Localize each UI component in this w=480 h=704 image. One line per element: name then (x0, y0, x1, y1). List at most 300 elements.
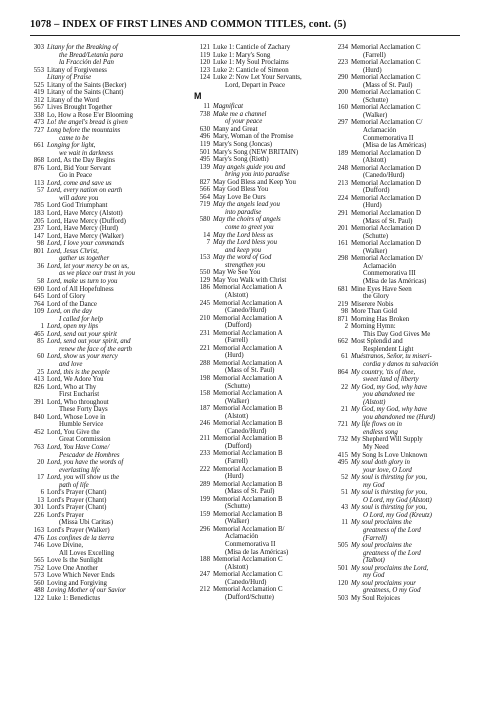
index-entry (194, 300, 332, 315)
index-entry (28, 218, 186, 226)
entry-title: Lord, send out your spirit, and (47, 338, 131, 346)
entry-continuation: (Alstott) (225, 563, 249, 571)
entry-title: My life flows on in (351, 421, 402, 429)
entry-title: My soul is thirsting for you, (351, 474, 428, 482)
index-entry (194, 284, 332, 299)
entry-title: Lord, open my lips (47, 323, 99, 331)
index-entry (28, 263, 186, 278)
entry-continuation: Pescador de Hombres (59, 451, 120, 459)
entry-title: Lord, you have the words of (47, 459, 124, 467)
entry-title: Memorial Acclamation C (351, 59, 421, 67)
entry-continuation: (Hurd) (363, 66, 382, 74)
hymn-number: 801 (33, 247, 44, 255)
index-entry (28, 369, 186, 377)
entry-title: May God Bless and Keep You (213, 178, 296, 186)
hymn-number: 415 (337, 451, 348, 459)
hymn-number: 60 (37, 353, 44, 361)
hymn-number: 13 (37, 496, 44, 504)
index-entry (332, 384, 462, 407)
entry-title: Lives Brought Together (47, 104, 113, 112)
index-entry (28, 104, 186, 112)
index-entry (332, 542, 462, 565)
hymn-number: 580 (199, 216, 210, 224)
entry-continuation: (Hurd) (225, 352, 244, 360)
entry-continuation: path of life (59, 481, 89, 489)
page-header (30, 19, 460, 33)
index-entry (28, 127, 186, 142)
hymn-number: 139 (199, 163, 210, 171)
header-rule (30, 35, 460, 36)
entry-continuation: Go in Peace (59, 172, 93, 180)
entry-continuation: (Dufford) (225, 322, 252, 330)
index-entry (332, 353, 462, 368)
hymn-number: 303 (33, 44, 44, 51)
index-entry (194, 201, 332, 216)
hymn-number: 189 (337, 149, 348, 157)
index-entry (194, 67, 332, 75)
index-entry (332, 565, 462, 580)
hymn-number: 630 (199, 125, 210, 133)
index-entry (332, 240, 462, 255)
hymn-number: 226 (33, 511, 44, 519)
entry-title: Lord, make us turn to you (47, 277, 118, 285)
hymn-number: 296 (199, 525, 210, 533)
index-entry (332, 150, 462, 165)
index-entry (28, 429, 186, 444)
index-entry (332, 308, 462, 316)
index-entry (28, 142, 186, 157)
hymn-number: 129 (199, 276, 210, 284)
entry-title: Many and Great (213, 125, 258, 133)
hymn-number: 301 (33, 504, 44, 512)
hymn-number: 338 (33, 111, 44, 119)
entry-continuation: (Schutte) (363, 232, 389, 240)
hymn-number: 732 (337, 436, 348, 444)
entry-title: May the Lord bless us (213, 231, 274, 239)
index-entry (332, 225, 462, 240)
entry-title: Memorial Acclamation D (351, 225, 421, 233)
index-entry (194, 375, 332, 390)
entry-continuation: O Lord, my God (Kreutz) (363, 511, 432, 519)
index-entry (194, 232, 332, 240)
index-entry (194, 496, 332, 511)
entry-continuation: strengthen you (225, 261, 266, 269)
hymn-number: 495 (337, 459, 348, 467)
hymn-number: 826 (33, 383, 44, 391)
entry-continuation: your love, O Lord (363, 466, 412, 474)
entry-title: My Soul Rejoices (351, 594, 401, 602)
hymn-number: 25 (37, 368, 44, 376)
hymn-number: 247 (199, 571, 210, 579)
entry-title: My God, my God, why have (351, 406, 428, 414)
hymn-number: 200 (337, 89, 348, 97)
hymn-number: 153 (199, 254, 210, 262)
hymn-number: 566 (199, 186, 210, 194)
index-entry (194, 164, 332, 179)
hymn-number: 210 (199, 314, 210, 322)
entry-continuation: (Schutte) (225, 503, 251, 511)
index-entry (28, 210, 186, 218)
hymn-number: 312 (33, 96, 44, 104)
entry-title: Loving and Forgiving (47, 579, 107, 587)
index-column-1 (28, 44, 186, 602)
hymn-number: 289 (199, 480, 210, 488)
hymn-number: 553 (33, 66, 44, 74)
entry-title: Lord, send out your spirit (47, 330, 117, 338)
entry-continuation: (Farrell) (225, 337, 248, 345)
entry-title: My soul proclaims the (351, 519, 412, 527)
entry-continuation: the Bread/Letanía para (59, 51, 123, 59)
entry-continuation: (Schutte) (363, 96, 389, 104)
entry-title: Memorial Acclamation B (213, 405, 283, 413)
index-entry (194, 586, 332, 601)
index-entry (194, 405, 332, 420)
entry-title: Lord, Have Mercy (Hurd) (47, 225, 119, 233)
index-entry (194, 556, 332, 571)
hymn-number: 248 (337, 164, 348, 172)
index-entry (332, 406, 462, 421)
hymn-number: 662 (337, 338, 348, 346)
entry-title: Morning Hymn: (351, 323, 396, 331)
entry-title: Luke 1: Mary's Song (213, 51, 271, 59)
index-entry (28, 225, 186, 233)
hymn-number: 7 (206, 239, 210, 247)
index-entry (194, 239, 332, 254)
entry-title: Memorial Acclamation A (213, 374, 283, 382)
entry-title: Lord, As the Day Begins (47, 157, 115, 165)
entry-title: Lord God Triumphant (47, 202, 108, 210)
entry-continuation: (Canedo/Hurd) (225, 427, 267, 435)
index-entry (28, 240, 186, 248)
index-entry (332, 119, 462, 149)
hymn-number: 237 (33, 225, 44, 233)
entry-title: Lord, Whose Love in (47, 413, 106, 421)
entry-continuation: greatness, O my God (363, 587, 421, 595)
entry-continuation: my God (363, 572, 385, 580)
entry-title: My Shepherd Will Supply (351, 436, 423, 444)
entry-title: Memorial Acclamation C (213, 556, 283, 564)
index-entry (194, 360, 332, 375)
index-entry (28, 44, 186, 67)
hymn-number: 764 (33, 300, 44, 308)
entry-title: Memorial Acclamation B (213, 450, 283, 458)
hymn-number: 573 (33, 572, 44, 580)
entry-continuation: (Misa de las Américas) (225, 548, 289, 556)
entry-title: Memorial Acclamation A (213, 359, 283, 367)
hymn-number: 752 (33, 564, 44, 572)
entry-title: Memorial Acclamation A (213, 284, 283, 292)
entry-continuation: Humble Service (59, 421, 104, 429)
index-entry (332, 286, 462, 301)
index-entry (194, 216, 332, 231)
index-entry (194, 571, 332, 586)
entry-title: Memorial Acclamation B (213, 420, 283, 428)
index-entry (28, 323, 186, 331)
index-entry (194, 435, 332, 450)
entry-continuation: Aclamación (363, 127, 397, 135)
index-entry (194, 420, 332, 435)
entry-title: Memorial Acclamation D (351, 179, 421, 187)
index-entry (332, 580, 462, 595)
index-entry (28, 497, 186, 505)
hymn-number: 198 (199, 374, 210, 382)
entry-title: Luke 1: My Soul Proclaims (213, 59, 289, 67)
page-number: 1078 (30, 19, 52, 30)
index-entry (28, 301, 186, 309)
index-entry (194, 269, 332, 277)
index-entry (332, 452, 462, 460)
hymn-number: 525 (33, 81, 44, 89)
entry-continuation: (Farrell) (363, 534, 388, 542)
hymn-number: 113 (33, 179, 44, 187)
entry-title: More Than Gold (351, 308, 397, 316)
hymn-number: 690 (33, 285, 44, 293)
hymn-number: 785 (33, 202, 44, 210)
index-entry (28, 202, 186, 210)
hymn-number: 120 (199, 59, 210, 67)
entry-continuation: My Need (363, 443, 389, 451)
index-entry (28, 82, 186, 90)
index-entry (194, 481, 332, 496)
index-entry (28, 119, 186, 127)
entry-title: Lord of Glory (47, 293, 86, 301)
entry-continuation: (Mass of St. Paul) (363, 81, 413, 89)
entry-continuation: came to be (59, 134, 89, 142)
hymn-number: 14 (203, 231, 210, 239)
entry-continuation: gather us together (59, 255, 110, 263)
entry-title: Memorial Acclamation B (213, 435, 283, 443)
entry-title: Lord, You Have Come/ (47, 443, 110, 451)
entry-title: Memorial Acclamation D/ (351, 255, 423, 263)
index-column-2 (194, 44, 332, 601)
hymn-number: 43 (341, 504, 348, 512)
entry-title: Lord, this is the people (47, 368, 110, 376)
hymn-number: 163 (33, 527, 44, 534)
hymn-number: 224 (337, 194, 348, 202)
entry-continuation: Aclamación (363, 262, 397, 270)
entry-title: Lord's Prayer (Chant) (47, 496, 107, 504)
hymn-number: 645 (33, 293, 44, 301)
index-entry (28, 376, 186, 384)
entry-title: My God, my God, why have (351, 383, 428, 391)
index-entry (332, 338, 462, 353)
index-entry (332, 316, 462, 324)
entry-continuation: and love (59, 360, 83, 368)
entry-title: Memorial Acclamation C/ (351, 119, 423, 127)
hymn-number: 219 (337, 300, 348, 308)
hymn-number: 124 (199, 74, 210, 82)
hymn-number: 721 (337, 421, 348, 429)
hymn-number: 827 (199, 178, 210, 186)
entry-title: Lord's Prayer (Walker) (47, 527, 110, 534)
index-entry (194, 111, 332, 126)
hymn-number: 413 (33, 376, 44, 384)
section-letter: M (194, 91, 202, 102)
hymn-number: 222 (199, 465, 210, 473)
hymn-number: 2 (344, 323, 348, 331)
hymn-number: 188 (199, 556, 210, 564)
entry-title: May the choirs of angels (213, 216, 281, 224)
index-entry (28, 187, 186, 202)
hymn-number: 876 (33, 164, 44, 172)
entry-continuation: Conmemorativa III (363, 270, 416, 278)
index-entry (332, 74, 462, 89)
entry-title: Lord, Have Mercy (Walker) (47, 232, 124, 240)
hymn-number: 567 (33, 104, 44, 112)
index-column-3 (332, 44, 462, 602)
index-entry (194, 44, 332, 52)
entry-title: Most Splendid and (351, 338, 403, 346)
entry-title: Memorial Acclamation D (351, 164, 421, 172)
hymn-number: 868 (33, 157, 44, 165)
hymn-number: 419 (33, 89, 44, 97)
hymn-number: 452 (33, 428, 44, 436)
entry-title: Memorial Acclamation D (351, 210, 421, 218)
entry-continuation: (Alstott) (225, 291, 249, 299)
entry-title: Memorial Acclamation B (213, 495, 283, 503)
index-entry (332, 474, 462, 489)
index-entry (332, 301, 462, 309)
entry-title: Lord of All Hopefulness (47, 285, 114, 293)
index-entry (28, 587, 186, 595)
index-entry (194, 194, 332, 202)
index-entry (28, 67, 186, 75)
entry-title: Memorial Acclamation D (351, 240, 421, 248)
entry-title: Memorial Acclamation A (213, 344, 283, 352)
entry-title: Lord, Have Mercy (Dufford) (47, 217, 126, 225)
entry-continuation: and keep you (225, 246, 262, 254)
index-entry (332, 595, 462, 603)
entry-continuation: (Missa Ubi Caritas) (59, 519, 113, 527)
hymn-number: 212 (199, 586, 210, 594)
index-entry (194, 526, 332, 556)
entry-title: May We See You (213, 269, 261, 277)
hymn-number: 503 (337, 594, 348, 602)
entry-title: Love One Another (47, 564, 98, 572)
entry-title: My soul doth glory in (351, 459, 410, 467)
page-header-text: 1078 – INDEX OF FIRST LINES AND COMMON TITLES, cont. (5) (30, 19, 347, 30)
hymn-number: 727 (33, 127, 44, 135)
entry-title: Memorial Acclamation B/ (213, 525, 285, 533)
entry-title: Litany of the Saints (Chant) (47, 89, 124, 97)
index-entry (332, 180, 462, 195)
hymn-number: 223 (337, 59, 348, 67)
hymn-number: 119 (199, 141, 210, 149)
entry-title: Lord's Prayer (Chant) (47, 504, 107, 512)
hymn-number: 391 (33, 398, 44, 406)
entry-title: Lord, We Adore You (47, 376, 104, 384)
entry-continuation: (Farrell) (363, 51, 386, 59)
hymn-number: 298 (337, 255, 348, 263)
entry-continuation: (Hurd) (225, 473, 244, 481)
index-entry (28, 293, 186, 301)
entry-title: Memorial Acclamation A (213, 329, 283, 337)
hymn-number: 213 (337, 179, 348, 187)
entry-title: Lord, show us your mercy (47, 353, 118, 361)
hymn-number: 187 (199, 405, 210, 413)
hymn-number: 52 (341, 474, 348, 482)
entry-continuation: Resplendent Light (363, 345, 414, 353)
entry-continuation: (Talbot) (363, 557, 385, 565)
entry-title: May God Bless You (213, 186, 269, 194)
hymn-number: 61 (341, 353, 348, 361)
hymn-number: 476 (33, 534, 44, 542)
hymn-number: 550 (199, 269, 210, 277)
entry-continuation: (Walker) (363, 111, 388, 119)
entry-continuation: I called for help (59, 315, 103, 323)
entry-continuation: the Glory (363, 293, 390, 301)
entry-title: Muéstranos, Señor, tu miseri- (351, 353, 432, 361)
entry-title: Love Which Never Ends (47, 572, 115, 580)
entry-title: Lord, Bid Your Servant (47, 164, 112, 172)
entry-title: May the word of God (213, 254, 272, 262)
index-entry (194, 156, 332, 164)
index-entry (28, 233, 186, 241)
index-entry (194, 450, 332, 465)
entry-title: Memorial Acclamation B (213, 510, 283, 518)
entry-title: Longing for light, (47, 142, 96, 150)
entry-title: Morning Has Broken (351, 315, 410, 323)
hymn-number: 17 (37, 474, 44, 482)
entry-title: Lord, every nation on earth (47, 187, 123, 195)
entry-title: Long before the mountains (47, 127, 121, 135)
index-entry (28, 459, 186, 474)
entry-continuation: bring you into paradise (225, 171, 290, 179)
entry-title: Magnificat (213, 103, 244, 111)
entry-continuation: greatness of the Lord (363, 549, 421, 557)
entry-title: Memorial Acclamation D (351, 149, 421, 157)
hymn-number: 158 (199, 390, 210, 398)
hymn-number: 681 (337, 285, 348, 293)
index-entry (28, 542, 186, 557)
hymn-number: 205 (33, 217, 44, 225)
entry-continuation: (Misa de las Américas) (363, 142, 427, 150)
hymn-number: 501 (337, 564, 348, 572)
index-entry (332, 436, 462, 451)
index-entry (332, 323, 462, 338)
hymn-number: 98 (341, 308, 348, 316)
entry-title: Lord, You Give the (47, 428, 100, 436)
entry-continuation: (Farrell) (225, 457, 248, 465)
entry-continuation: Conmemorativa II (363, 134, 414, 142)
entry-continuation: we wait in darkness (59, 149, 114, 157)
hymn-number: 297 (337, 119, 348, 127)
entry-title: May the angels lead you (213, 201, 280, 209)
entry-title: May You Walk with Christ (213, 276, 287, 284)
index-entry (194, 52, 332, 60)
hymn-number: 488 (33, 587, 44, 595)
hymn-number: 231 (199, 329, 210, 337)
index-entry (28, 180, 186, 188)
index-entry (28, 308, 186, 323)
entry-title: Mary's Song (Joncas) (213, 141, 273, 149)
index-entry (28, 157, 186, 165)
entry-continuation: All Loves Excelling (59, 549, 115, 557)
entry-title: May Love Be Ours (213, 193, 266, 201)
entry-title: Love Divine, (47, 542, 84, 550)
index-entry (28, 535, 186, 543)
entry-continuation: (Canedo/Hurd) (225, 578, 267, 586)
entry-continuation: (Dufford/Schutte) (225, 593, 274, 601)
hymn-number: 221 (199, 344, 210, 352)
hymn-number: 290 (337, 74, 348, 82)
index-entry (194, 277, 332, 285)
entry-continuation: of your peace (225, 118, 263, 126)
entry-title: Memorial Acclamation A (213, 390, 283, 398)
index-entry (194, 466, 332, 481)
entry-continuation: into paradise (225, 208, 262, 216)
hymn-number: 11 (203, 103, 210, 111)
